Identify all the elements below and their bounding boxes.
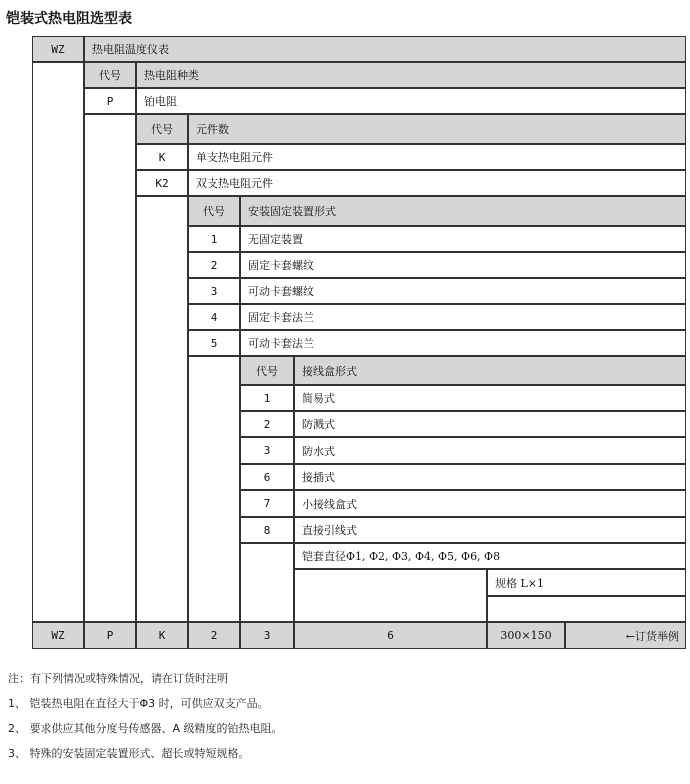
level2-name: 铂电阻 [136, 88, 686, 114]
level5-name: 防溅式 [294, 411, 686, 437]
level4-code: 5 [188, 330, 240, 356]
example-cell: 6 [294, 622, 487, 649]
note-item: 3、 特殊的安装固定装置形式、超长或特短规格。 [8, 747, 250, 760]
sheath-diameter: 铠套直径Φ1, Φ2, Φ3, Φ4, Φ5, Φ6, Φ8 [294, 543, 686, 569]
column-spacer [240, 543, 294, 622]
level5-name: 接插式 [294, 464, 686, 490]
level3-name: 双支热电阻元件 [188, 170, 686, 196]
order-example-label: ←订货举例 [565, 622, 686, 649]
level5-name: 小接线盒式 [294, 490, 686, 517]
level4-name-header: 安装固定装置形式 [240, 196, 686, 226]
level4-name: 固定卡套法兰 [240, 304, 686, 330]
level5-name: 直接引线式 [294, 517, 686, 543]
example-cell: P [84, 622, 136, 649]
notes-intro: 注：有下列情况或特殊情况，请在订货时注明 [8, 672, 228, 685]
level5-code: 7 [240, 490, 294, 517]
level1-code: WZ [32, 36, 84, 62]
page-title: 铠装式热电阻选型表 [6, 11, 132, 27]
level5-name-header: 接线盒形式 [294, 356, 686, 385]
level4-code: 1 [188, 226, 240, 252]
level4-code: 2 [188, 252, 240, 278]
level5-code: 6 [240, 464, 294, 490]
note-item: 2、 要求供应其他分度号传感器、A 级精度的铂热电阻。 [8, 722, 283, 735]
level5-code: 2 [240, 411, 294, 437]
column-spacer [294, 569, 487, 622]
notes [8, 666, 283, 766]
level4-name: 无固定装置 [240, 226, 686, 252]
level2-code-header: 代号 [84, 62, 136, 88]
level3-code: K [136, 144, 188, 170]
level5-code: 1 [240, 385, 294, 411]
example-cell: K [136, 622, 188, 649]
level2-code: P [84, 88, 136, 114]
example-cell: 300×150 [487, 622, 565, 649]
column-spacer [136, 196, 188, 622]
level5-name: 简易式 [294, 385, 686, 411]
level2-name-header: 热电阻种类 [136, 62, 686, 88]
example-cell: 2 [188, 622, 240, 649]
column-spacer [84, 114, 136, 622]
column-spacer [188, 356, 240, 622]
level4-code-header: 代号 [188, 196, 240, 226]
spec-spacer [487, 596, 686, 622]
level4-name: 固定卡套螺纹 [240, 252, 686, 278]
level3-name: 单支热电阻元件 [188, 144, 686, 170]
level4-name: 可动卡套法兰 [240, 330, 686, 356]
example-cell: 3 [240, 622, 294, 649]
note-item: 1、 铠装热电阻在直径大于Φ3 时，可供应双支产品。 [8, 697, 269, 710]
level4-name: 可动卡套螺纹 [240, 278, 686, 304]
example-cell: WZ [32, 622, 84, 649]
level4-code: 4 [188, 304, 240, 330]
spec-length: 规格 L×1 [487, 569, 686, 596]
level5-code: 3 [240, 437, 294, 464]
level5-name: 防水式 [294, 437, 686, 464]
level4-code: 3 [188, 278, 240, 304]
level3-code: K2 [136, 170, 188, 196]
level5-code-header: 代号 [240, 356, 294, 385]
level1-name: 热电阻温度仪表 [84, 36, 686, 62]
level3-code-header: 代号 [136, 114, 188, 144]
level5-code: 8 [240, 517, 294, 543]
column-spacer [32, 62, 84, 622]
level3-name-header: 元件数 [188, 114, 686, 144]
